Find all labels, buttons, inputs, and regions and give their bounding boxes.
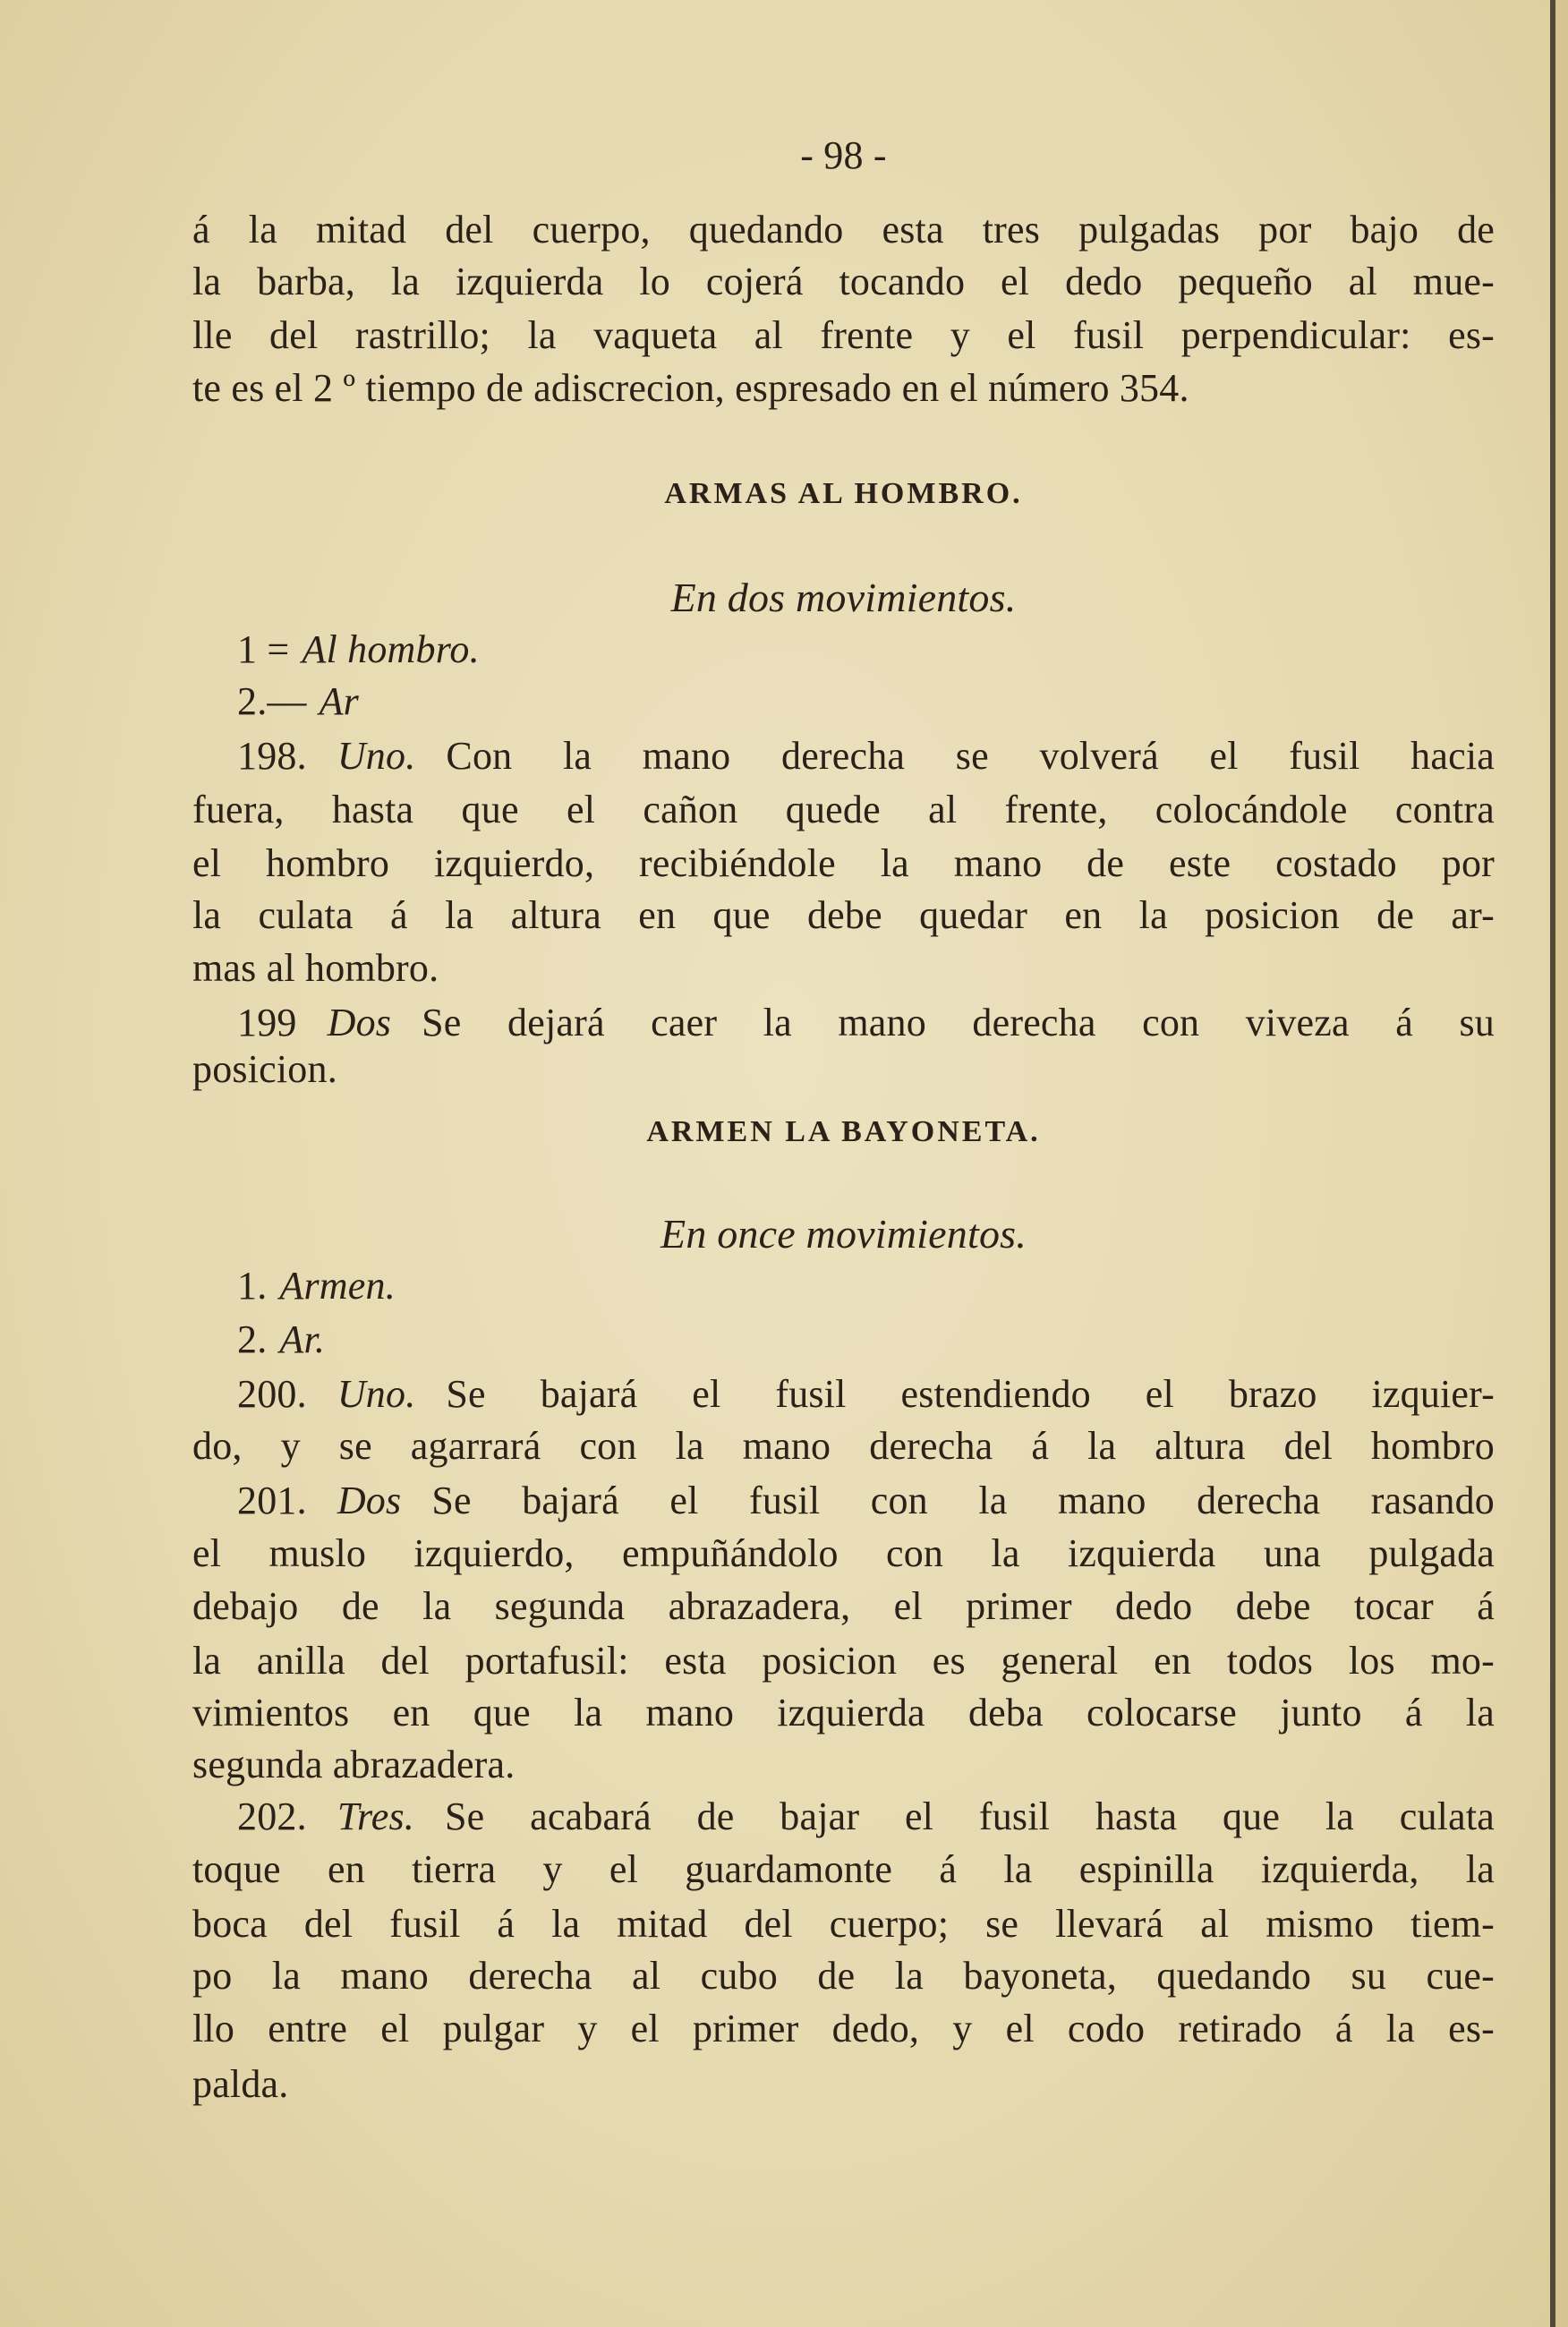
- text-line: llo entre el pulgar y el primer dedo, y el codo retirado á la es-: [192, 2007, 1495, 2050]
- text-line: la barba, la izquierda lo cojerá tocando el dedo pequeño al mue-: [192, 260, 1495, 303]
- text-line: palda.: [192, 2062, 289, 2106]
- paragraph-label: Tres.: [337, 1794, 414, 1838]
- paragraph-text: Se dejará caer la mano derecha con viveza á su: [422, 1001, 1495, 1044]
- paragraph-first-line: [237, 996, 1495, 1050]
- paragraph-label: Uno.: [337, 1372, 416, 1416]
- section-heading: ARMAS AL HOMBRO.: [664, 477, 1023, 510]
- paragraph-text: Se bajará el fusil con la mano derecha rasando: [431, 1479, 1495, 1522]
- paragraph-text: Se acabará de bajar el fusil hasta que la culata: [445, 1794, 1495, 1838]
- binding-shadow: [1550, 0, 1555, 2327]
- paragraph-first-line: [237, 729, 1495, 783]
- text-line: te es el 2 º tiempo de adiscrecion, espresado en el número 354.: [192, 366, 1189, 410]
- command-line: [237, 623, 1495, 677]
- command-number: 2.: [237, 1317, 268, 1361]
- command-word: Ar: [319, 679, 360, 723]
- paragraph-first-line: [237, 1474, 1495, 1528]
- text-line: debajo de la segunda abrazadera, el primer dedo debe tocar á: [192, 1584, 1495, 1628]
- command-line: [237, 1313, 1495, 1367]
- command-word: Ar.: [279, 1317, 326, 1361]
- text-line: la anilla del portafusil: esta posicion es general en todos los mo-: [192, 1639, 1495, 1683]
- command-number: 2.—: [237, 679, 307, 723]
- text-line: el hombro izquierdo, recibiéndole la mano de este costado por: [192, 841, 1495, 885]
- paragraph-label: Dos: [337, 1479, 402, 1522]
- command-number: 1.: [237, 1264, 268, 1308]
- command-line: [237, 675, 1495, 729]
- text-line: po la mano derecha al cubo de la bayoneta, quedando su cue-: [192, 1954, 1495, 1998]
- text-line: mas al hombro.: [192, 946, 439, 990]
- page-edge: [1555, 0, 1568, 2327]
- paragraph-number: 199: [237, 1001, 297, 1044]
- text-line: segunda abrazadera.: [192, 1743, 516, 1786]
- paragraph-label: Dos: [327, 1001, 392, 1044]
- paragraph-number: 202.: [237, 1794, 307, 1838]
- section-heading: ARMEN LA BAYONETA.: [646, 1115, 1041, 1148]
- paragraph-label: Uno.: [337, 734, 416, 778]
- paragraph-number: 201.: [237, 1479, 307, 1522]
- paragraph-first-line: [237, 1368, 1495, 1421]
- section-subheading: En dos movimientos.: [670, 575, 1017, 620]
- text-line: vimientos en que la mano izquierda deba colocarse junto á la: [192, 1691, 1495, 1735]
- text-line: toque en tierra y el guardamonte á la espinilla izquierda, la: [192, 1847, 1495, 1891]
- text-line: el muslo izquierdo, empuñándolo con la izquierda una pulgada: [192, 1531, 1495, 1575]
- paragraph-text: Con la mano derecha se volverá el fusil hacia: [446, 734, 1495, 778]
- text-line: boca del fusil á la mitad del cuerpo; se llevará al mismo tiem-: [192, 1902, 1495, 1946]
- text-line: á la mitad del cuerpo, quedando esta tres pulgadas por bajo de: [192, 208, 1495, 251]
- section-subheading: En once movimientos.: [660, 1211, 1027, 1257]
- text-line: lle del rastrillo; la vaqueta al frente y el fusil perpendicular: es-: [192, 313, 1495, 357]
- paragraph-first-line: [237, 1790, 1495, 1844]
- page-number: - 98 -: [800, 133, 887, 177]
- text-line: do, y se agarrará con la mano derecha á la altura del hombro: [192, 1424, 1495, 1468]
- command-word: Armen.: [279, 1264, 396, 1308]
- text-line: la culata á la altura en que debe quedar en la posicion de ar-: [192, 893, 1495, 937]
- text-line: posicion.: [192, 1047, 337, 1091]
- paragraph-text: Se bajará el fusil estendiendo el brazo izquier-: [446, 1372, 1495, 1416]
- text-line: fuera, hasta que el cañon quede al frente, colocándole contra: [192, 788, 1495, 831]
- command-word: Al hombro.: [302, 627, 480, 671]
- command-number: 1 =: [237, 627, 290, 671]
- paragraph-number: 198.: [237, 734, 307, 778]
- paragraph-number: 200.: [237, 1372, 307, 1416]
- command-line: [237, 1259, 1495, 1313]
